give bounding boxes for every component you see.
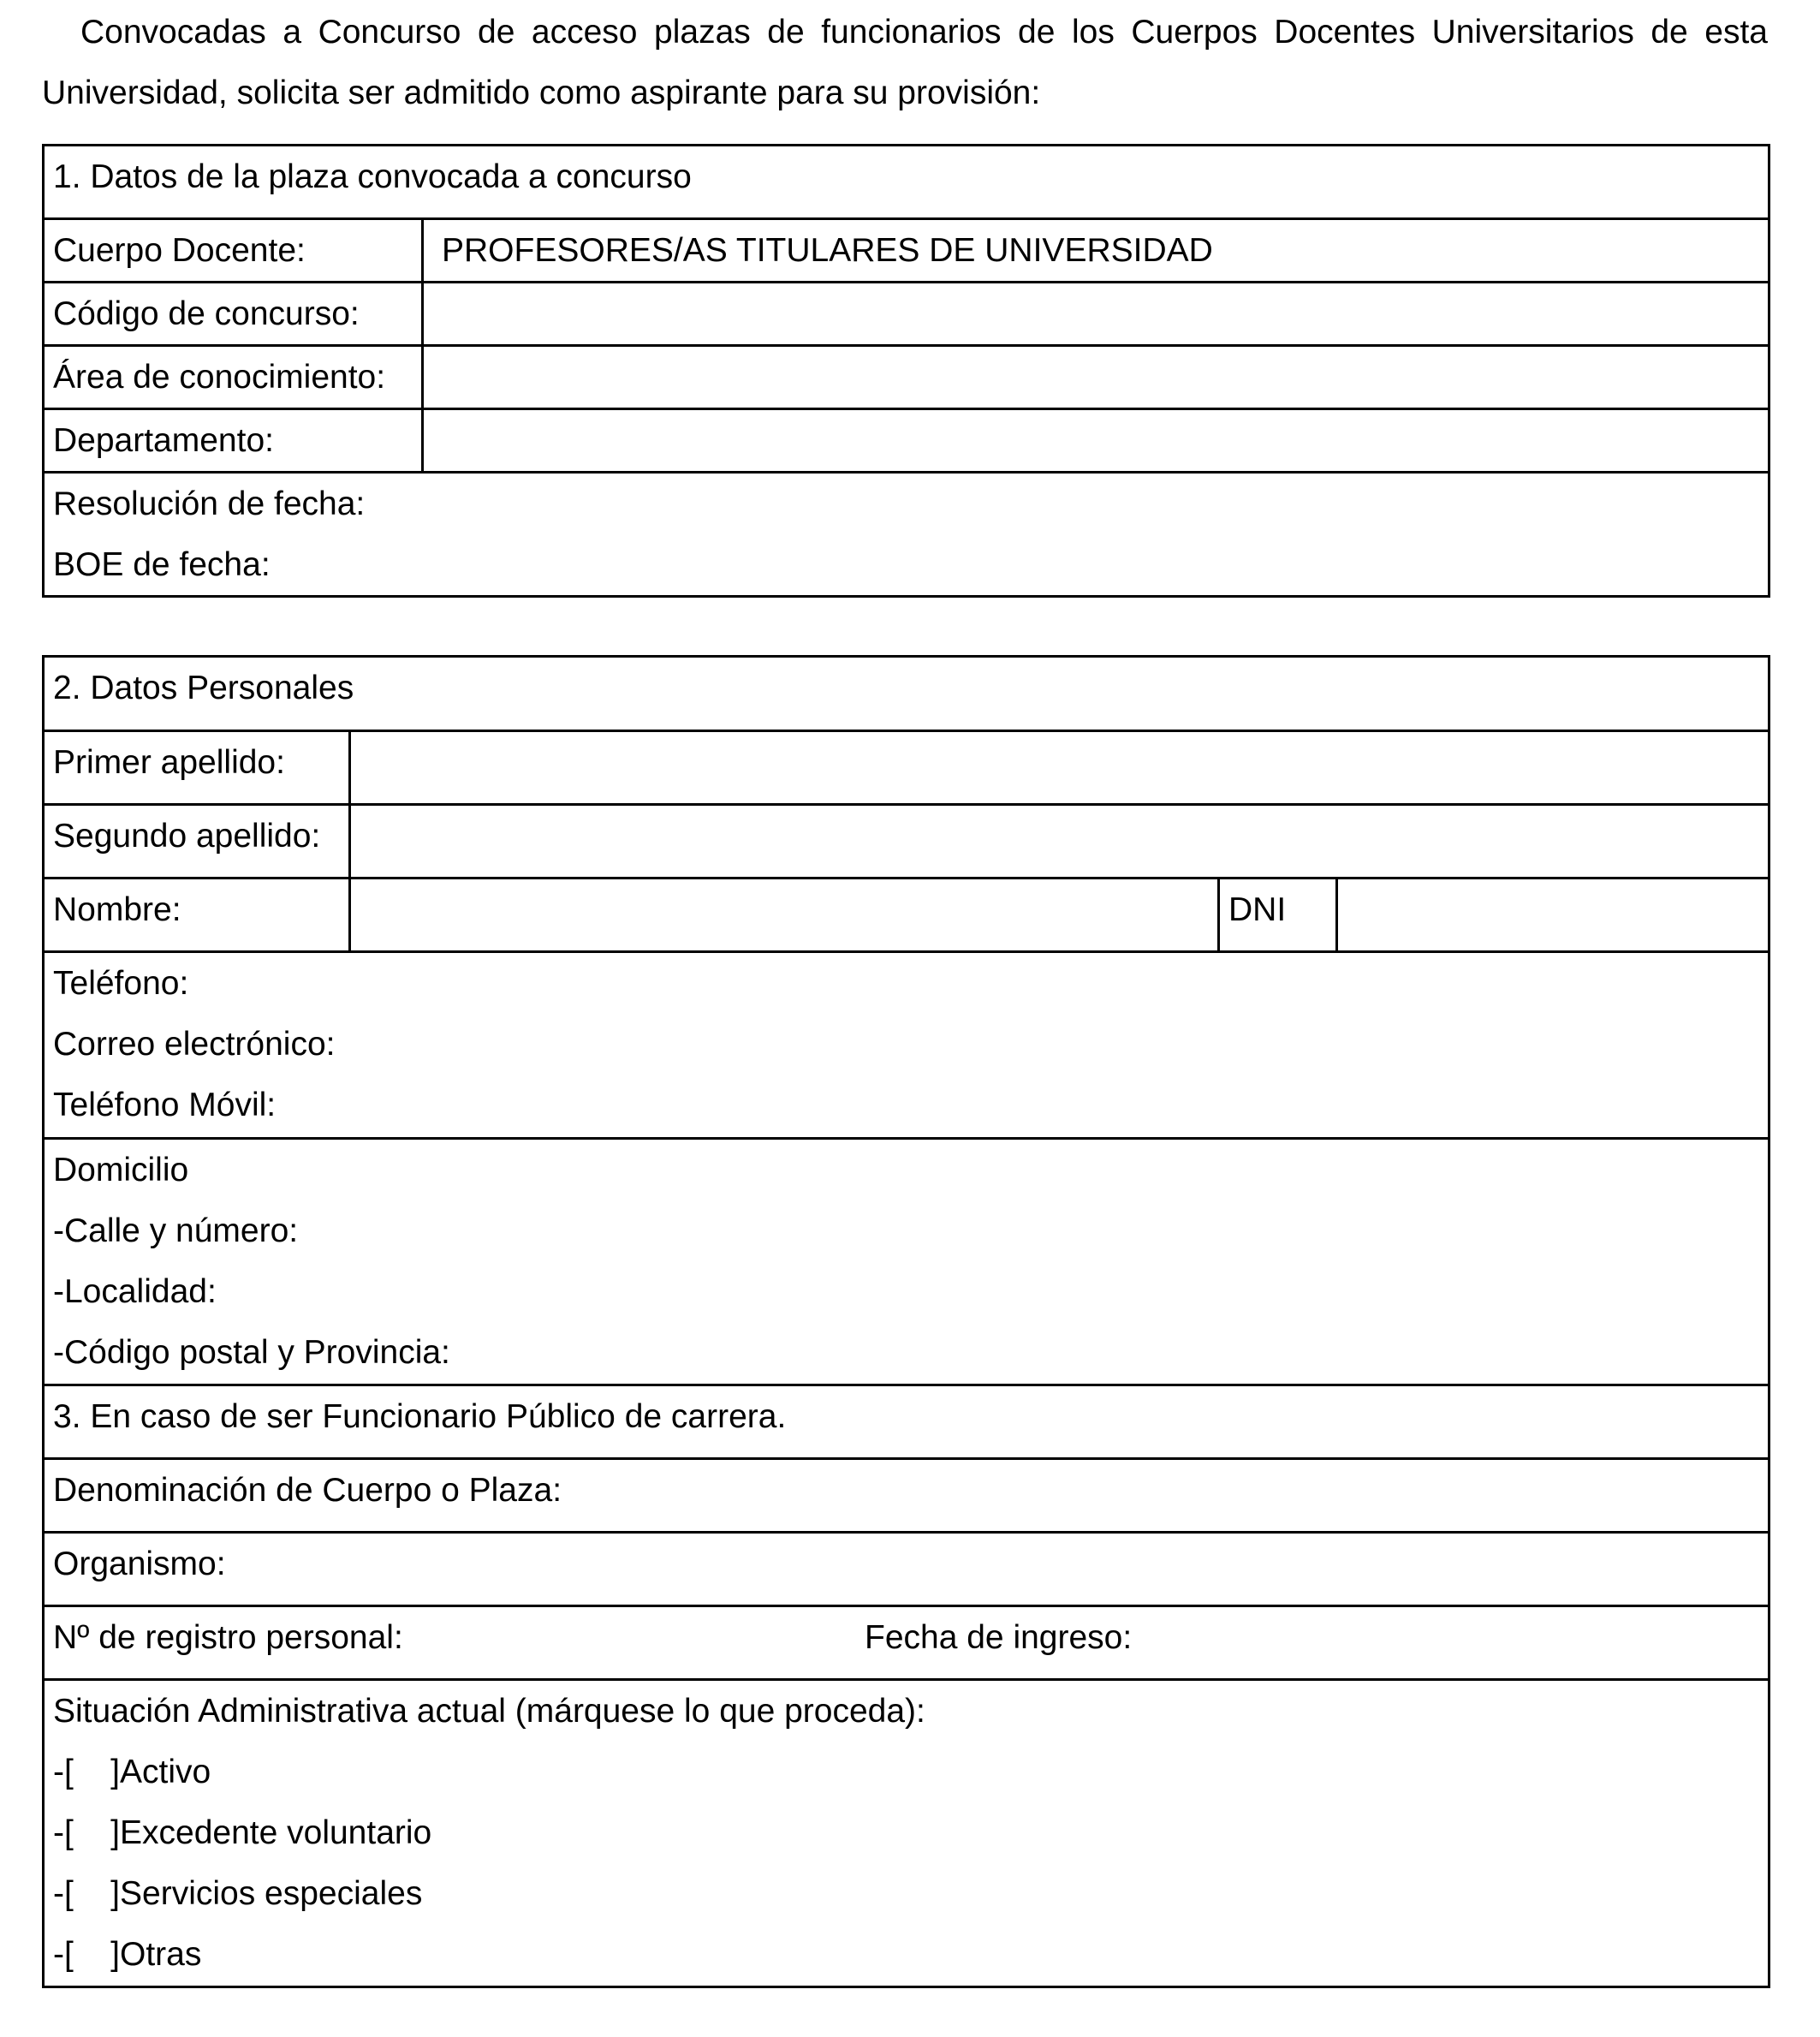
denominacion-cell[interactable] xyxy=(44,1459,1769,1533)
registro-label: Nº de registro personal: xyxy=(53,1619,403,1656)
option-label: Otras xyxy=(120,1936,202,1973)
cuerpo-docente-label: Cuerpo Docente: xyxy=(44,219,423,283)
primer-apellido-label: Primer apellido: xyxy=(44,731,350,805)
situacion-cell xyxy=(44,1680,1769,1987)
codigo-concurso-field[interactable] xyxy=(423,283,1769,346)
checkbox[interactable]: -[ ] xyxy=(53,1936,120,1973)
checkbox[interactable]: -[ ] xyxy=(53,1875,120,1912)
intro-line-2: Universidad, solicita ser admitido como aspirante para su provisión: xyxy=(42,74,1041,111)
domicilio-cell[interactable] xyxy=(44,1139,1769,1385)
area-conocimiento-label: Área de conocimiento: xyxy=(44,346,423,409)
section3-title: 3. En caso de ser Funcionario Público de carrera. xyxy=(44,1385,1769,1459)
option-label: Servicios especiales xyxy=(120,1875,423,1912)
registro-cell[interactable] xyxy=(44,1606,1769,1680)
fecha-ingreso-label: Fecha de ingreso: xyxy=(865,1619,1133,1656)
situacion-title: Situación Administrativa actual (márquese lo que proceda): xyxy=(53,1693,925,1730)
option-servicios-especiales[interactable] xyxy=(53,1863,1759,1924)
organismo-label: Organismo: xyxy=(53,1546,226,1582)
calle-label: -Calle y número: xyxy=(53,1212,299,1249)
domicilio-title: Domicilio xyxy=(53,1152,189,1188)
section2-title: 2. Datos Personales xyxy=(44,657,1769,731)
departamento-field[interactable] xyxy=(423,409,1769,473)
intro-line-1: Convocadas a Concurso de acceso plazas de funcionarios de los Cuerpos Docentes Universitarios de esta xyxy=(80,14,1768,51)
dni-label: DNI xyxy=(1219,879,1337,952)
contact-cell[interactable] xyxy=(44,952,1769,1139)
intro-paragraph xyxy=(42,2,1768,123)
localidad-label: -Localidad: xyxy=(53,1273,217,1310)
cuerpo-docente-value[interactable]: PROFESORES/AS TITULARES DE UNIVERSIDAD xyxy=(423,219,1769,283)
telefono-label: Teléfono: xyxy=(53,965,189,1002)
option-excedente-voluntario[interactable] xyxy=(53,1802,1759,1863)
organismo-cell[interactable] xyxy=(44,1533,1769,1606)
dni-field[interactable] xyxy=(1337,879,1769,952)
checkbox[interactable]: -[ ] xyxy=(53,1754,120,1790)
codigo-concurso-label: Código de concurso: xyxy=(44,283,423,346)
option-label: Activo xyxy=(120,1754,211,1790)
email-label: Correo electrónico: xyxy=(53,1026,336,1063)
resolucion-fecha-label: Resolución de fecha: xyxy=(53,485,366,522)
personal-data-table xyxy=(42,655,1770,1988)
area-conocimiento-field[interactable] xyxy=(423,346,1769,409)
segundo-apellido-field[interactable] xyxy=(350,805,1769,879)
nombre-field[interactable] xyxy=(350,879,1219,952)
section1-title: 1. Datos de la plaza convocada a concurso xyxy=(44,146,1769,219)
primer-apellido-field[interactable] xyxy=(350,731,1769,805)
option-otras[interactable] xyxy=(53,1924,1759,1985)
segundo-apellido-label: Segundo apellido: xyxy=(44,805,350,879)
nombre-label: Nombre: xyxy=(44,879,350,952)
option-activo[interactable] xyxy=(53,1742,1759,1802)
codigo-postal-label: -Código postal y Provincia: xyxy=(53,1334,450,1371)
fecha-cell[interactable] xyxy=(44,473,1769,597)
departamento-label: Departamento: xyxy=(44,409,423,473)
boe-fecha-label: BOE de fecha: xyxy=(53,546,271,583)
option-label: Excedente voluntario xyxy=(120,1814,432,1851)
plaza-data-table xyxy=(42,144,1770,598)
movil-label: Teléfono Móvil: xyxy=(53,1087,277,1123)
denominacion-label: Denominación de Cuerpo o Plaza: xyxy=(53,1472,562,1509)
checkbox[interactable]: -[ ] xyxy=(53,1814,120,1851)
